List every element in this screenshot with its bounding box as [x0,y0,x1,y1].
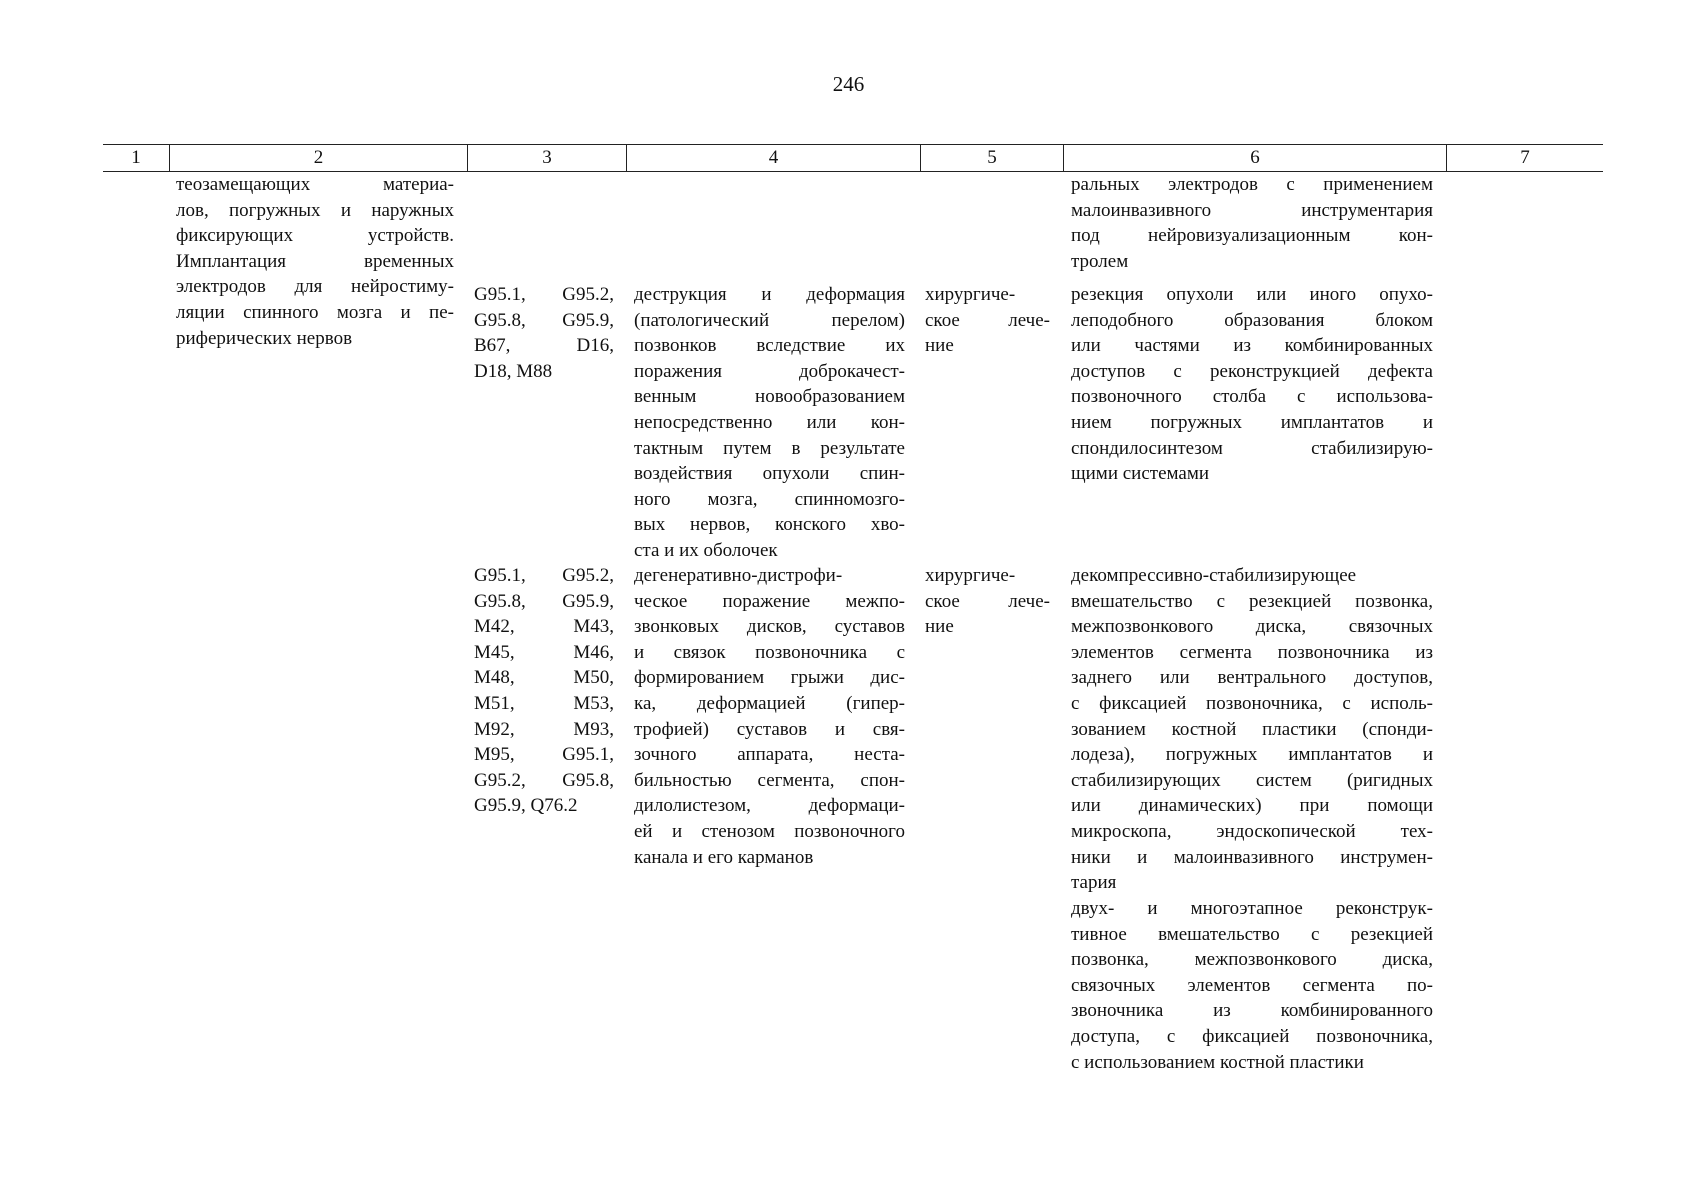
method-row1 [1071,282,1433,487]
text-line: G95.1, G95.2, [474,284,614,305]
text-line: ческое поражение межпо- [634,590,905,612]
text-line: M42, M43, [474,616,614,638]
text-line: G95.1, G95.2, [474,565,614,586]
condition-row2 [634,563,905,870]
column-header-6: 6 [1063,145,1446,171]
column-header-1: 1 [131,147,141,168]
text-line: (патологический перелом) [634,309,905,331]
text-line: ние [925,335,954,357]
text-line: M45, M46, [474,641,614,663]
text-line: M92, M93, [474,718,614,740]
text-line: венным новообразованием [634,386,905,408]
text-line: M51, M53, [474,692,614,714]
text-line: B67, D16, [474,335,614,357]
text-line: или динамических) при помощи [1071,795,1433,817]
text-line: дегенеративно-дистрофи- [634,565,843,586]
text-line: с использованием костной пластики [1071,1051,1364,1073]
text-line: звонковых дисков, суставов [634,616,905,638]
text-line: заднего или вентрального доступов, [1071,667,1433,689]
text-line: тролем [1071,250,1129,272]
method-row2 [1071,563,1433,896]
text-line: поражения доброкачест- [634,360,905,382]
text-line: ка, деформацией (гипер- [634,692,905,714]
text-line: зованием костной пластики (спонди- [1071,718,1433,740]
text-line: ское лече- [925,309,1050,331]
text-line: фиксирующих устройств. [176,225,454,247]
text-line: M95, G95.1, [474,744,614,766]
text-line: вмешательство с резекцией позвонка, [1071,590,1433,612]
text-line: стабилизирующих систем (ригидных [1071,769,1433,791]
text-line: электродов для нейростиму- [176,276,454,298]
codes-row2 [474,563,614,819]
text-line: декомпрессивно-стабилизирующее [1071,565,1357,586]
text-line: воздействия опухоли спин- [634,463,905,485]
text-line: с фиксацией позвоночника, с исполь- [1071,692,1433,714]
text-line: бильностью сегмента, спон- [634,769,905,791]
text-line: лодеза), погружных имплантатов и [1071,744,1433,766]
text-line: лов, погружных и наружных [176,199,454,221]
text-line: зочного аппарата, неста- [634,744,905,766]
text-line: ляции спинного мозга и пе- [176,301,454,323]
text-line: хирургиче- [925,284,1016,305]
column-header-2: 2 [169,145,467,171]
text-line: звоночника из комбинированного [1071,1000,1433,1022]
text-line: малоинвазивного инструментария [1071,199,1433,221]
text-line: G95.8, G95.9, [474,590,614,612]
text-line: тивное вмешательство с резекцией [1071,923,1433,945]
treatment-row2 [925,563,1050,640]
text-line: ское лече- [925,590,1050,612]
text-line: ей и стенозом позвоночного [634,820,905,842]
text-line: доступов с реконструкцией дефекта [1071,360,1433,382]
column-header-3: 3 [467,145,626,171]
text-line: Имплантация временных [176,250,454,272]
text-line: ста и их оболочек [634,539,778,561]
method-row3 [1071,896,1433,1075]
text-line: непосредственно или кон- [634,411,905,433]
text-line: позвоночного столба с использова- [1071,386,1433,408]
column-header-5: 5 [920,145,1063,171]
text-line: хирургиче- [925,565,1016,586]
text-line: тария [1071,872,1117,894]
text-line: канала и его карманов [634,846,814,868]
text-line: деструкция и деформация [634,284,905,305]
text-line: под нейровизуализационным кон- [1071,225,1433,247]
text-line: G95.8, G95.9, [474,309,614,331]
text-line: леподобного образования блоком [1071,309,1433,331]
column-header-4: 4 [626,145,920,171]
text-line: резекция опухоли или иного опухо- [1071,284,1433,305]
col2-description [176,172,454,351]
text-line: и связок позвоночника с [634,641,905,663]
text-line: доступа, с фиксацией позвоночника, [1071,1025,1433,1047]
condition-row1 [634,282,905,564]
text-line: ного мозга, спинномозго- [634,488,905,510]
text-line: спондилосинтезом стабилизирую- [1071,437,1433,459]
text-line: позвонка, межпозвонкового диска, [1071,949,1433,971]
page-number: 246 [832,72,865,96]
text-line: элементов сегмента позвоночника из [1071,641,1433,663]
treatment-row1 [925,282,1050,359]
text-line: G95.2, G95.8, [474,769,614,791]
text-line: или частями из комбинированных [1071,335,1433,357]
text-line: вых нервов, конского хво- [634,514,905,536]
text-line: дилолистезом, деформаци- [634,795,905,817]
text-line: ние [925,616,954,638]
text-line: формированием грыжи дис- [634,667,905,689]
text-line: G95.9, Q76.2 [474,795,578,817]
text-line: связочных элементов сегмента по- [1071,974,1433,996]
text-line: D18, M88 [474,360,553,382]
text-line: микроскопа, эндоскопической тех- [1071,820,1433,842]
text-line: риферических нервов [176,327,353,349]
text-line: трофией) суставов и свя- [634,718,905,740]
text-line: нием погружных имплантатов и [1071,411,1433,433]
text-line: теозамещающих материа- [176,174,454,195]
text-line: M48, M50, [474,667,614,689]
text-line: щими системами [1071,463,1210,485]
column-header-7: 7 [1446,145,1603,171]
codes-row1 [474,282,614,384]
text-line: ники и малоинвазивного инструмен- [1071,846,1433,868]
method-row0 [1071,172,1433,274]
text-line: тактным путем в результате [634,437,905,459]
text-line: позвонков вследствие их [634,335,905,357]
text-line: ральных электродов с применением [1071,174,1433,195]
table-header [103,144,1603,172]
text-line: двух- и многоэтапное реконструк- [1071,898,1433,919]
text-line: межпозвонкового диска, связочных [1071,616,1433,638]
